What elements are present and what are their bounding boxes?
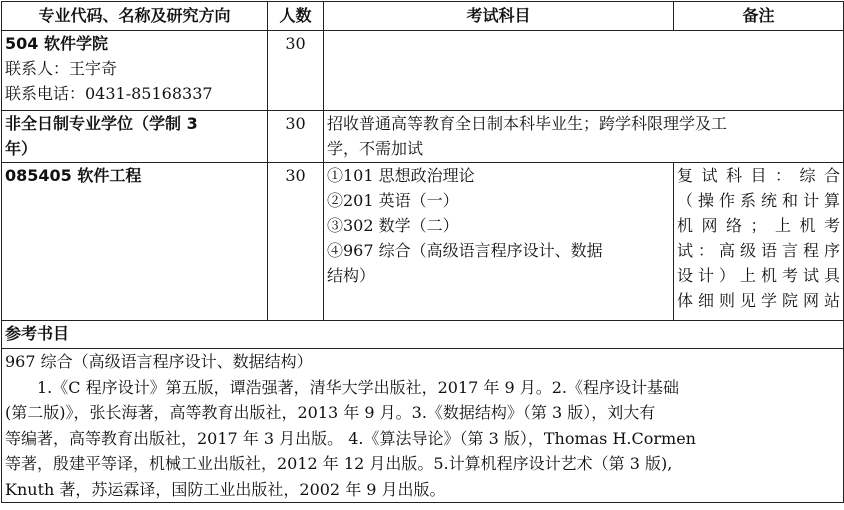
references-title-row: [2, 321, 844, 349]
header-row: [2, 2, 844, 31]
header-major: 专业代码、名称及研究方向: [2, 2, 268, 31]
references-body: [2, 349, 844, 503]
references-subject: 967 综合（高级语言程序设计、数据结构）: [5, 352, 313, 371]
program-type-note: [324, 111, 844, 163]
program-type-note-line2: 学，不需加试: [327, 139, 424, 158]
school-count: 30: [268, 31, 324, 111]
program-type-line1: 非全日制专业学位（学制 3: [5, 114, 198, 133]
program-type-note-line1: 招收普通高等教育全日制本科毕业生；跨学科限理学及工: [327, 114, 728, 133]
program-type-count: 30: [268, 111, 324, 163]
program-type-row: [2, 111, 844, 163]
header-count: 人数: [268, 2, 324, 31]
subject-item: 结构）: [327, 266, 376, 285]
header-subjects: 考试科目: [324, 2, 674, 31]
subject-item: ③302 数学（二）: [327, 216, 459, 235]
reference-line: (第二版)》，张长海著，高等教育出版社，2013 年 9 月。3.《数据结构》（第 3 版），刘大有: [5, 403, 656, 422]
school-contact: 联系人：王宇奇: [5, 59, 118, 78]
program-type-cell: [2, 111, 268, 163]
reference-line: 等著，殷建平等译，机械工业出版社，2012 年 12 月出版。5.计算机程序设计艺术（第 3 版),: [5, 454, 673, 473]
school-name: 504 软件学院: [5, 34, 108, 53]
references-title: 参考书目: [2, 321, 844, 349]
subject-item: ①101 思想政治理论: [327, 166, 475, 185]
admissions-table: [1, 1, 844, 503]
subject-item: ②201 英语（一）: [327, 191, 459, 210]
school-phone: 联系电话：0431-85168337: [5, 84, 213, 103]
remark-line: 试：高级语言程序: [677, 241, 840, 260]
remark-line: 体细则见学院网站: [677, 291, 840, 310]
reference-line: 1.《C 程序设计》第五版，谭浩强著，清华大学出版社，2017 年 9 月。2.《程序设计基础: [37, 377, 680, 397]
major-count: 30: [268, 163, 324, 321]
school-cell: [2, 31, 268, 111]
references-body-row: [2, 349, 844, 503]
remark-line: 机网络；上机考: [677, 216, 840, 235]
remark-line: 复试科目：综合: [677, 166, 840, 185]
reference-line: 等编著，高等教育出版社，2017 年 3 月出版。 4.《算法导论》（第 3 版），Thomas H.Cormen: [5, 428, 696, 448]
school-row: [2, 31, 844, 111]
header-remarks: 备注: [674, 2, 844, 31]
program-type-line2: 年）: [5, 139, 38, 158]
school-empty-cell: [324, 31, 844, 111]
remark-line: （操作系统和计算: [677, 191, 840, 210]
major-name: 085405 软件工程: [5, 166, 142, 185]
reference-line: Knuth 著，苏运霖译，国防工业出版社，2002 年 9 月出版。: [5, 479, 446, 499]
subject-item: ④967 综合（高级语言程序设计、数据: [327, 241, 603, 260]
major-cell: [2, 163, 268, 321]
major-subjects-cell: [324, 163, 674, 321]
major-remarks-cell: [674, 163, 844, 321]
major-row: [2, 163, 844, 321]
remark-line: 设计）上机考试具: [677, 266, 840, 285]
